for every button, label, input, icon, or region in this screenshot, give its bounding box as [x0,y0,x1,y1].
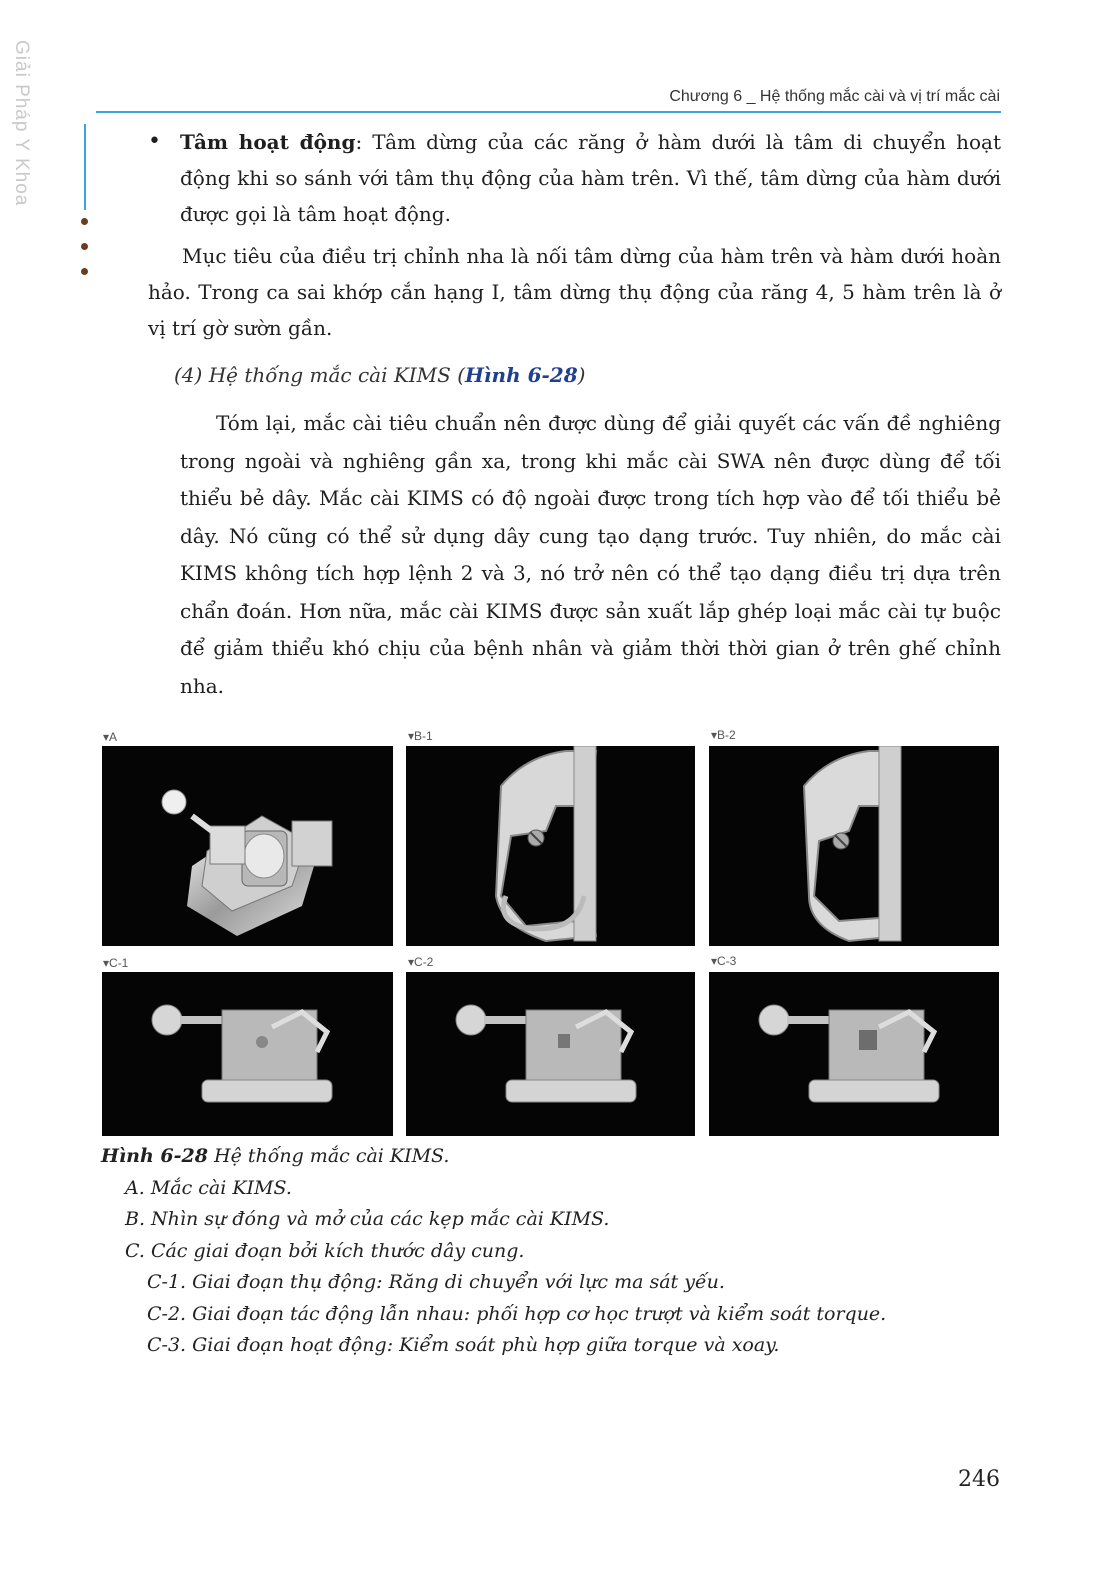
bracket-passive-stage-image [102,972,393,1136]
bracket-clip-closed-image [709,746,999,946]
panel-label-b2: ▾B-2 [711,728,736,742]
figure-caption [101,1141,1001,1362]
paragraph-goal: Mục tiêu của điều trị chỉnh nha là nối tâm dừng của hàm trên và hàm dưới hoàn hảo. Trong ca sai khớp cắn hạng I, tâm dừng thụ động của răng 4, 5 hàm trên là ở vị trí gờ sườn gần. [148,244,1001,340]
chapter-header: Chương 6 _ Hệ thống mắc cài và vị trí mắc cài [669,88,1000,105]
caption-figure-number: Hình 6-28 [101,1145,208,1167]
caption-title-text: Hệ thống mắc cài KIMS. [207,1145,450,1167]
figure-panel-a [102,746,393,946]
panel-label-a: ▾A [103,730,118,744]
bullet-item [148,124,1001,232]
section-heading [174,357,585,393]
bracket-3d-image [102,746,393,946]
bullet-term: Tâm hoạt động [180,130,356,154]
figure-panel-c1 [102,972,393,1136]
panel-label-c1: ▾C-1 [103,956,129,970]
figure-panel-b1 [406,746,695,946]
figure-panel-c3 [709,972,999,1136]
bracket-active-stage-image [709,972,999,1136]
paragraph-kims: Tóm lại, mắc cài tiêu chuẩn nên được dùng để giải quyết các vấn đề nghiêng trong ngoài và nghiêng gần xa, trong khi mắc cài SWA nên được dùng để tối thiểu bẻ dây. Mắc cài KIMS có độ ngoài được trong tích hợp vào để tối thiểu bẻ dây. Nó cũng có thể sử dụng dây cung tạo dạng trước. Tuy nhiên, do mắc cài KIMS không tích hợp lệnh 2 và 3, nó trở nên có thể tạo dạng điều trị dựa trên chẩn đoán. Hơn nữa, mắc cài KIMS được sản xuất lắp ghép loại mắc cài tự buộc để giảm thiểu khó chịu của bệnh nhân và giảm thời thời gian ở trên ghế chỉnh nha. [180,411,1001,698]
caption-line: C-2. Giai đoạn tác động lẫn nhau: phối hợp cơ học trượt và kiểm soát torque. [147,1302,887,1325]
caption-title [101,1141,1001,1173]
figure-panel-b2 [709,746,999,946]
header-rule [96,111,1001,113]
bullet-definition: : Tâm dừng của các răng ở hàm dưới là tâm di chuyển hoạt động khi so sánh với tâm thụ động của hàm trên. Vì thế, tâm dừng của hàm dưới được gọi là tâm hoạt động. [180,130,1001,226]
decor-dot [81,218,88,225]
caption-line: B. Nhìn sự đóng và mở của các kẹp mắc cài KIMS. [125,1208,610,1230]
side-brand-label: Giải Pháp Y Khoa [11,40,32,207]
panel-label-c2: ▾C-2 [408,955,434,969]
figure-reference: Hình 6-28 [465,363,578,387]
header-corner-rule [84,124,86,210]
section-heading-suffix: ) [577,363,586,387]
figure-panel-c2 [406,972,695,1136]
panel-label-b1: ▾B-1 [408,729,433,743]
bullet-text [180,124,1001,232]
decor-dot [81,268,88,275]
section-heading-prefix: (4) Hệ thống mắc cài KIMS ( [174,363,466,387]
caption-line: C-1. Giai đoạn thụ động: Răng di chuyển với lực ma sát yếu. [147,1271,725,1293]
caption-line: C-3. Giai đoạn hoạt động: Kiểm soát phù hợp giữa torque và xoay. [147,1334,780,1356]
bracket-interactive-stage-image [406,972,695,1136]
decor-dot [81,243,88,250]
caption-line: A. Mắc cài KIMS. [125,1176,292,1199]
bullet-marker: • [148,129,161,154]
bracket-clip-open-image [406,746,695,946]
panel-label-c3: ▾C-3 [711,954,737,968]
page-number: 246 [958,1467,1000,1492]
caption-line: C. Các giai đoạn bởi kích thước dây cung. [125,1239,525,1262]
